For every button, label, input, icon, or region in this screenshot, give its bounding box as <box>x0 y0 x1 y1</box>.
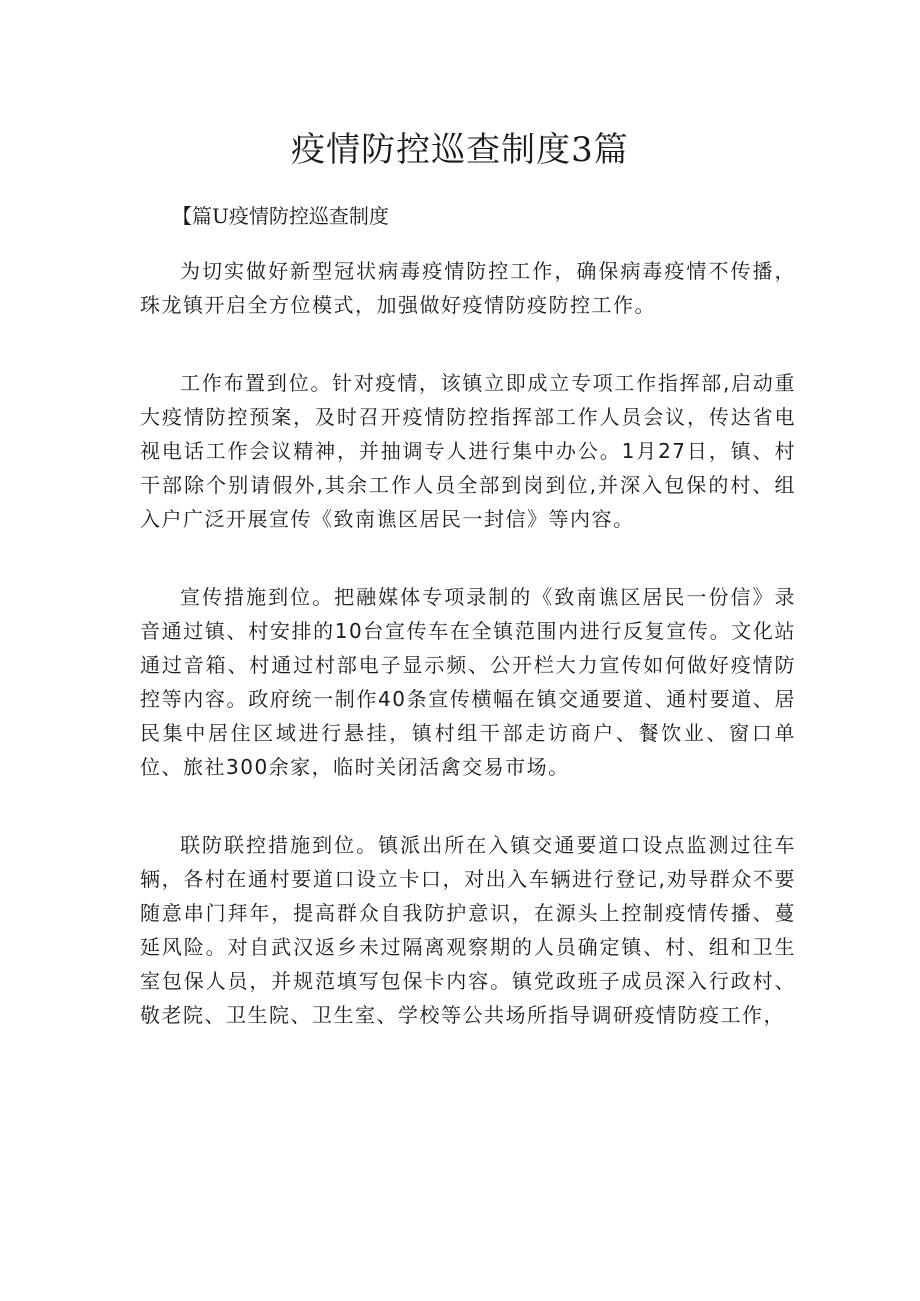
document-title: 疫情防控巡查制度3篇 <box>291 130 629 170</box>
paragraph-work-arrangement: 工作布置到位。针对疫情，该镇立即成立专项工作指挥部,启动重大疫情防控预案，及时召开疫情防控指挥部工作人员会议，传达省电视电话工作会议精神，并抽调专人进行集中办公。1月27日，镇、村干部除个别请假外,其余工作人员全部到岗到位,并深入包保的村、组入户广泛开展宣传《致南谯区居民一封信》等内容。 <box>140 371 796 531</box>
paragraph-intro: 为切实做好新型冠状病毒疫情防控工作，确保病毒疫情不传播，珠龙镇开启全方位模式，加强做好疫情防疫防控工作。 <box>140 259 796 317</box>
paragraph-joint-control: 联防联控措施到位。镇派出所在入镇交通要道口设点监测过往车辆，各村在通村要道口设立卡口，对出入车辆进行登记,劝导群众不要随意串门拜年，提高群众自我防护意识，在源头上控制疫情传播、蔓延风险。对自武汉返乡未过隔离观察期的人员确定镇、村、组和卫生室包保人员，并规范填写包保卡内容。镇党政班子成员深入行政村、敬老院、卫生院、卫生室、学校等公共场所指导调研疫情防疫工作， <box>140 833 796 1027</box>
document-body <box>140 254 796 1076</box>
section-heading: 【篇U疫情防控巡查制度 <box>172 204 389 228</box>
paragraph-publicity-measures: 宣传措施到位。把融媒体专项录制的《致南谯区居民一份信》录音通过镇、村安排的10台宣传车在全镇范围内进行反复宣传。文化站通过音箱、村通过村部电子显示频、公开栏大力宣传如何做好疫情防控等内容。政府统一制作40条宣传横幅在镇交通要道、通村要道、居民集中居住区域进行悬挂，镇村组干部走访商户、餐饮业、窗口单位、旅社300余家，临时关闭活禽交易市场。 <box>140 585 796 779</box>
